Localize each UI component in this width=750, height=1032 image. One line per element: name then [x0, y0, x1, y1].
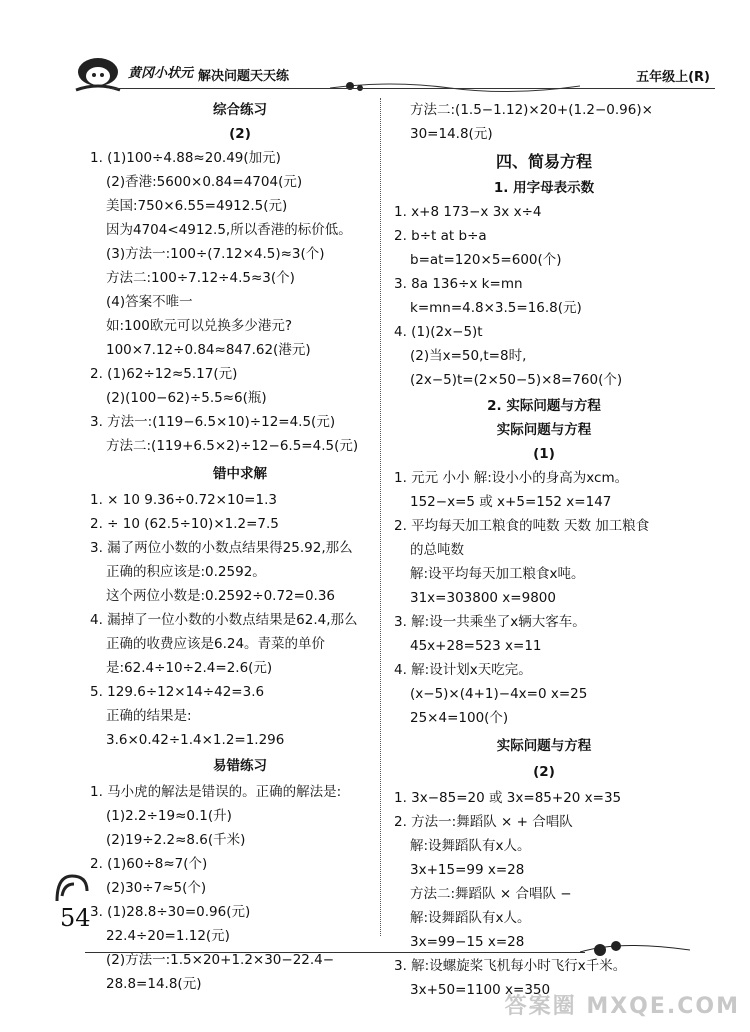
footer-rule — [85, 952, 585, 953]
answer-line: 正确的积应该是:0.2592。 — [106, 564, 266, 580]
answer-line: 3. 解:设螺旋桨飞机每小时飞行x千米。 — [394, 958, 627, 974]
answer-line: 25×4=100(个) — [410, 710, 509, 726]
answer-line: 解:设舞蹈队有x人。 — [410, 838, 531, 854]
answer-line: 3. 8a 136÷x k=mn — [394, 276, 523, 292]
answer-line: 方法二:100÷7.12÷4.5≈3(个) — [106, 270, 295, 286]
header-rule — [110, 88, 715, 89]
answer-line: 3x=99−15 x=28 — [410, 934, 525, 950]
answer-line: (2)当x=50,t=8时, — [410, 348, 527, 364]
answer-line: 1. 元元 小小 解:设小小的身高为xcm。 — [394, 470, 629, 486]
answer-line: 1. 马小虎的解法是错误的。正确的解法是: — [90, 784, 342, 800]
answer-line: 3.6×0.42÷1.4×1.2=1.296 — [106, 732, 285, 748]
answer-line: 3x+50=1100 x=350 — [410, 982, 551, 998]
footer-vine-icon — [580, 930, 690, 970]
section-heading: 综合练习 — [213, 102, 267, 118]
answer-line: 152−x=5 或 x+5=152 x=147 — [410, 494, 612, 510]
answer-line: 正确的收费应该是6.24。青菜的单价 — [106, 636, 326, 652]
answer-line: 2. 平均每天加工粮食的吨数 天数 加工粮食 — [394, 518, 650, 534]
answer-line: 1. × 10 9.36÷0.72×10=1.3 — [90, 492, 277, 508]
answer-line: 解:设平均每天加工粮食x吨。 — [410, 566, 585, 582]
subsection-heading: (2) — [533, 764, 555, 780]
answer-line: 45x+28=523 x=11 — [410, 638, 542, 654]
answer-line: 1. 3x−85=20 或 3x=85+20 x=35 — [394, 790, 622, 806]
answer-line: (2x−5)t=(2×50−5)×8=760(个) — [410, 372, 623, 388]
answer-line: 2. 方法一:舞蹈队 × + 合唱队 — [394, 814, 573, 830]
answer-line: 2. ÷ 10 (62.5÷10)×1.2=7.5 — [90, 516, 279, 532]
answer-line: 如:100欧元可以兑换多少港元? — [106, 318, 292, 334]
answer-line: 这个两位小数是:0.2592÷0.72=0.36 — [106, 588, 336, 604]
answer-line: (4)答案不唯一 — [106, 294, 193, 310]
answer-line: (3)方法一:100÷(7.12×4.5)≈3(个) — [106, 246, 325, 262]
answer-line: (2)香港:5600×0.84=4704(元) — [106, 174, 303, 190]
answer-line: 4. 解:设计划x天吃完。 — [394, 662, 532, 678]
subsection-heading: (2) — [229, 126, 251, 142]
answer-line: b=at=120×5=600(个) — [410, 252, 562, 268]
answer-line: k=mn=4.8×3.5=16.8(元) — [410, 300, 582, 316]
series-title: 解决问题天天练 — [198, 69, 290, 84]
answer-line: (2)19÷2.2≈8.6(千米) — [106, 832, 246, 848]
answer-line: 2. b÷t at b÷a — [394, 228, 487, 244]
watermark: 答案圈 MXQE.COM — [504, 994, 740, 1019]
vine-decoration-icon — [330, 72, 580, 98]
answer-line: (2)30÷7≈5(个) — [106, 880, 207, 896]
answer-line: 28.8=14.8(元) — [106, 976, 202, 992]
answer-line: 3x+15=99 x=28 — [410, 862, 525, 878]
answer-line: 31x=303800 x=9800 — [410, 590, 556, 606]
answer-line: 2. (1)60÷8≈7(个) — [90, 856, 208, 872]
section-heading: 1. 用字母表示数 — [493, 180, 595, 196]
answer-line: 方法二:(119+6.5×2)÷12−6.5=4.5(元) — [106, 438, 359, 454]
answer-line: 美国:750×6.55=4912.5(元) — [106, 198, 288, 214]
column-divider — [380, 98, 381, 936]
answer-line: 4. (1)(2x−5)t — [394, 324, 483, 340]
answer-line: (1)2.2÷19≈0.1(升) — [106, 808, 232, 824]
section-heading: 2. 实际问题与方程 — [487, 398, 601, 414]
page-number: 54 — [60, 904, 91, 932]
answer-line: (x−5)×(4+1)−4x=0 x=25 — [410, 686, 588, 702]
answer-line: 正确的结果是: — [106, 708, 192, 724]
answer-line: 解:设舞蹈队有x人。 — [410, 910, 531, 926]
chapter-heading: 四、简易方程 — [495, 152, 592, 171]
answer-line: 1. x+8 173−x 3x x÷4 — [394, 204, 542, 220]
answer-line: 4. 漏掉了一位小数的小数点结果是62.4,那么 — [90, 612, 358, 628]
answer-line: 22.4÷20=1.12(元) — [106, 928, 230, 944]
answer-line: 3. 方法一:(119−6.5×10)÷12=4.5(元) — [90, 414, 336, 430]
answer-line: 3. 解:设一共乘坐了x辆大客车。 — [394, 614, 586, 630]
answer-line: 5. 129.6÷12×14÷42=3.6 — [90, 684, 265, 700]
answer-line: 100×7.12÷0.84≈847.62(港元) — [106, 342, 311, 358]
subsection-heading: 实际问题与方程 — [496, 738, 592, 754]
answer-line: 的总吨数 — [410, 542, 464, 558]
subsection-heading: (1) — [533, 446, 555, 462]
answer-line: 因为4704<4912.5,所以香港的标价低。 — [106, 222, 352, 238]
page-corner-swirl-icon — [52, 866, 92, 906]
brand-logo-text: 黄冈小状元 — [128, 66, 194, 81]
answer-line: (2)(100−62)÷5.5≈6(瓶) — [106, 390, 267, 406]
page-header — [0, 0, 750, 100]
answer-line: (2)方法一:1.5×20+1.2×30−22.4− — [106, 952, 335, 968]
answer-line: 3. (1)28.8÷30=0.96(元) — [90, 904, 251, 920]
section-heading: 易错练习 — [213, 758, 267, 774]
answer-line: 是:62.4÷10÷2.4=2.6(元) — [106, 660, 273, 676]
answer-line: 3. 漏了两位小数的小数点结果得25.92,那么 — [90, 540, 353, 556]
answer-line: 2. (1)62÷12≈5.17(元) — [90, 366, 238, 382]
grade-label: 五年级上(R) — [636, 70, 710, 85]
answer-line: 方法二:(1.5−1.12)×20+(1.2−0.96)× — [410, 102, 653, 118]
answer-line: 1. (1)100÷4.88≈20.49(加元) — [90, 150, 281, 166]
answer-line: 30=14.8(元) — [410, 126, 493, 142]
section-heading: 错中求解 — [213, 466, 267, 482]
answer-line: 方法二:舞蹈队 × 合唱队 − — [410, 886, 572, 902]
subsection-heading: 实际问题与方程 — [496, 422, 592, 438]
